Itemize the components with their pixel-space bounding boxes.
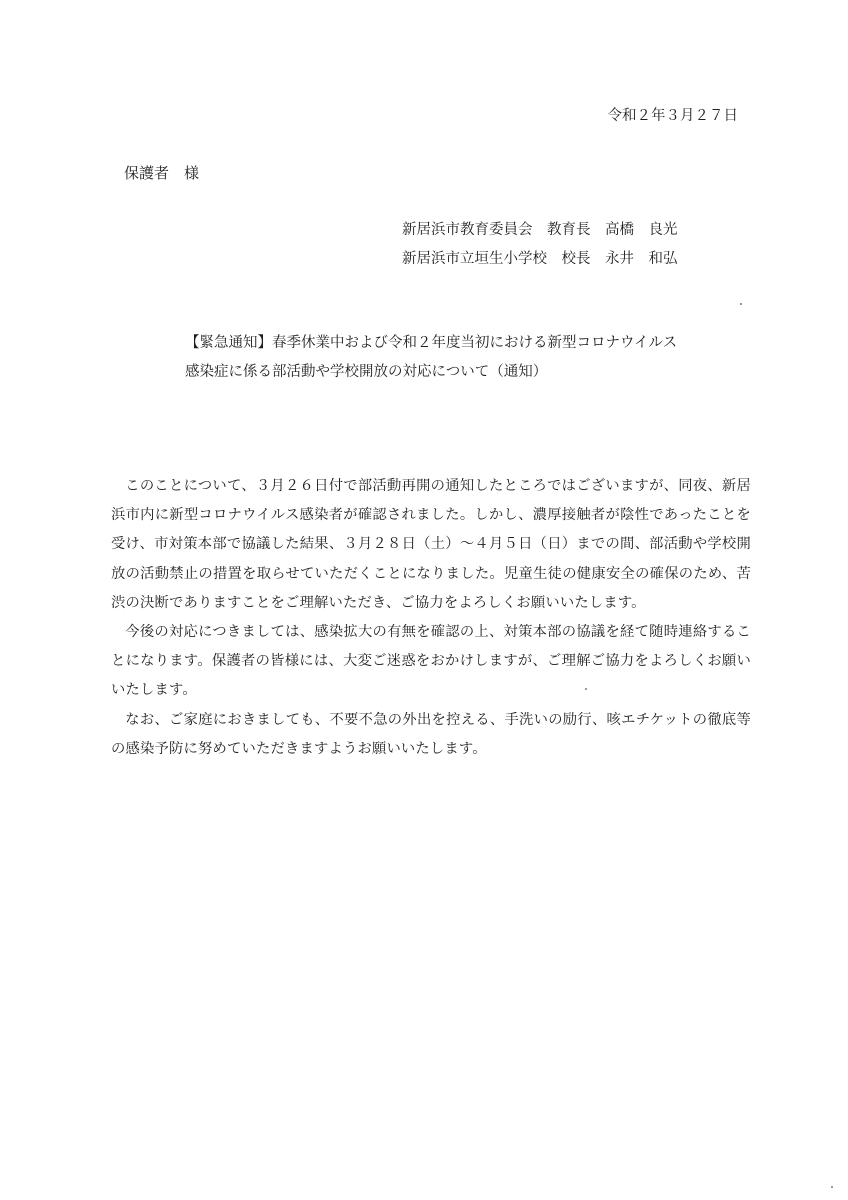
sender-line: 新居浜市立垣生小学校 校長 永井 和弘 [402,251,678,267]
scan-speck [740,303,742,305]
body-paragraph: このことについて、３月２６日付で部活動再開の通知したところではございますが、同夜、新居浜市内に新型コロナウイルス感染者が確認されました。しかし、濃厚接触者が陰性であったことを受け、市対策本部で協議した結果、３月２８日（土）～４月５日（日）までの間、部活動や学校開放の活動禁止の措置を取らせていただくことになりました。児童生徒の健康安全の確保のため、苦渋の決断でありますことをご理解いただき、ご協力をよろしくお願いいたします。 [111,478,751,611]
body-paragraph: なお、ご家庭におきましても、不要不急の外出を控える、手洗いの励行、咳エチケットの徹底等の感染予防に努めていただきますようお願いいたします。 [111,711,751,757]
scan-speck [831,1186,833,1188]
recipient-line: 保護者 様 [124,164,200,182]
document-body [111,472,751,764]
document-title-line: 感染症に係る部活動や学校開放の対応について（通知） [185,364,548,380]
body-paragraph: 今後の対応につきましては、感染拡大の有無を確認の上、対策本部の協議を経て随時連絡することになります。保護者の皆様には、大変ご迷惑をおかけしますが、ご理解ご協力をよろしくお願いいたします。 [111,624,751,699]
document-title-line: 【緊急通知】春季休業中および令和２年度当初における新型コロナウイルス [185,335,678,351]
sender-line: 新居浜市教育委員会 教育長 高橋 良光 [402,222,678,238]
document-date: 令和２年３月２７日 [607,108,738,124]
scan-speck [585,688,587,690]
